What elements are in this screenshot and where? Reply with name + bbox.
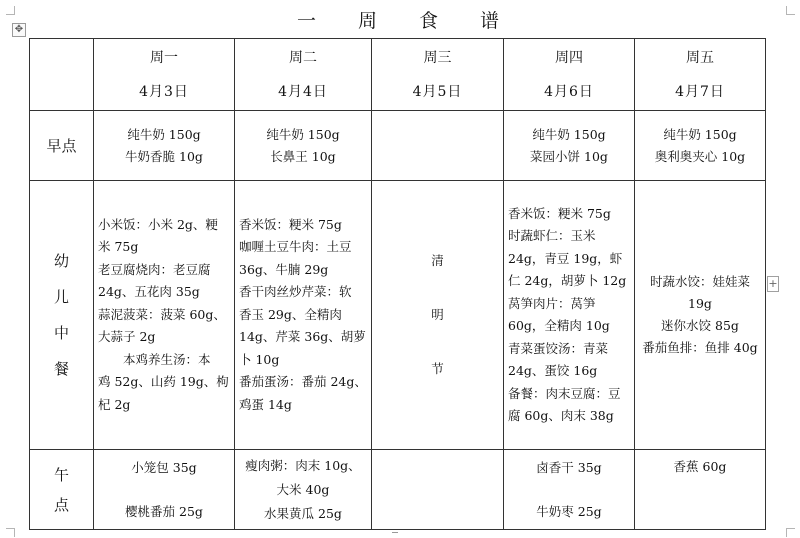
lunch-cell-thu: 香米饭：粳米 75g 时蔬虾仁：玉米 24g，青豆 19g，虾 仁 24g，胡萝卜 12g 莴笋肉片：莴笋 60g，全精肉 10g 青菜蛋饺汤：青菜 24g、蛋饺 16g 备餐：肉末豆腐：豆 腐 60g、肉末 38g bbox=[504, 181, 635, 450]
day-header-wed: 周三 4月5日 bbox=[372, 39, 504, 111]
day-header-tue: 周二 4月4日 bbox=[235, 39, 372, 111]
lunch-cell-tue: 香米饭：粳米 75g 咖喱土豆牛肉：土豆 36g、牛腩 29g 香干肉丝炒芹菜：软 香玉 29g、全精肉 14g、芹菜 36g、胡萝 卜 10g 番茄蛋汤：番茄 24g、 鸡蛋 14g bbox=[235, 181, 372, 450]
breakfast-cell-tue: 纯牛奶 150g 长鼻王 10g bbox=[235, 111, 372, 181]
lunch-cell-wed-holiday: 清 明 节 bbox=[372, 181, 504, 450]
day-header-fri: 周五 4月7日 bbox=[635, 39, 766, 111]
snack-cell-fri: 香蕉 60g bbox=[635, 450, 766, 530]
table-move-handle-icon[interactable]: ✥ bbox=[12, 23, 26, 37]
snack-row bbox=[30, 450, 766, 530]
weekly-menu-table bbox=[29, 38, 766, 530]
page-title: 一 周 食 谱 bbox=[296, 10, 518, 32]
day-header-mon: 周一 4月3日 bbox=[94, 39, 235, 111]
header-row bbox=[30, 39, 766, 111]
snack-cell-mon: 小笼包 35g 樱桃番茄 25g bbox=[94, 450, 235, 530]
snack-cell-tue: 瘦肉粥：肉末 10g、 大米 40g 水果黄瓜 25g bbox=[235, 450, 372, 530]
lunch-label: 幼 儿 中 餐 bbox=[30, 181, 94, 450]
day-header-thu: 周四 4月6日 bbox=[504, 39, 635, 111]
snack-cell-wed bbox=[372, 450, 504, 530]
lunch-row bbox=[30, 181, 766, 450]
breakfast-cell-fri: 纯牛奶 150g 奥利奥夹心 10g bbox=[635, 111, 766, 181]
page-bottom-mark bbox=[392, 532, 398, 538]
breakfast-cell-wed bbox=[372, 111, 504, 181]
lunch-cell-mon: 小米饭：小米 2g、粳 米 75g 老豆腐烧肉：老豆腐 24g、五花肉 35g 蒜泥菠菜：菠菜 60g、 大蒜子 2g 本鸡养生汤：本 鸡 52g、山药 19g、枸 杞 2g bbox=[94, 181, 235, 450]
add-column-button[interactable]: + bbox=[768, 277, 778, 290]
breakfast-label: 早点 bbox=[30, 111, 94, 181]
breakfast-row bbox=[30, 111, 766, 181]
lunch-cell-fri: 时蔬水饺：娃娃菜 19g 迷你水饺 85g 番茄鱼排：鱼排 40g bbox=[635, 181, 766, 450]
page-corner-mark bbox=[6, 528, 15, 537]
breakfast-cell-thu: 纯牛奶 150g 菜园小饼 10g bbox=[504, 111, 635, 181]
page-corner-mark bbox=[786, 528, 795, 537]
corner-cell bbox=[30, 39, 94, 111]
breakfast-cell-mon: 纯牛奶 150g 牛奶香脆 10g bbox=[94, 111, 235, 181]
snack-label: 午 点 bbox=[30, 450, 94, 530]
snack-cell-thu: 卤香干 35g 牛奶枣 25g bbox=[504, 450, 635, 530]
